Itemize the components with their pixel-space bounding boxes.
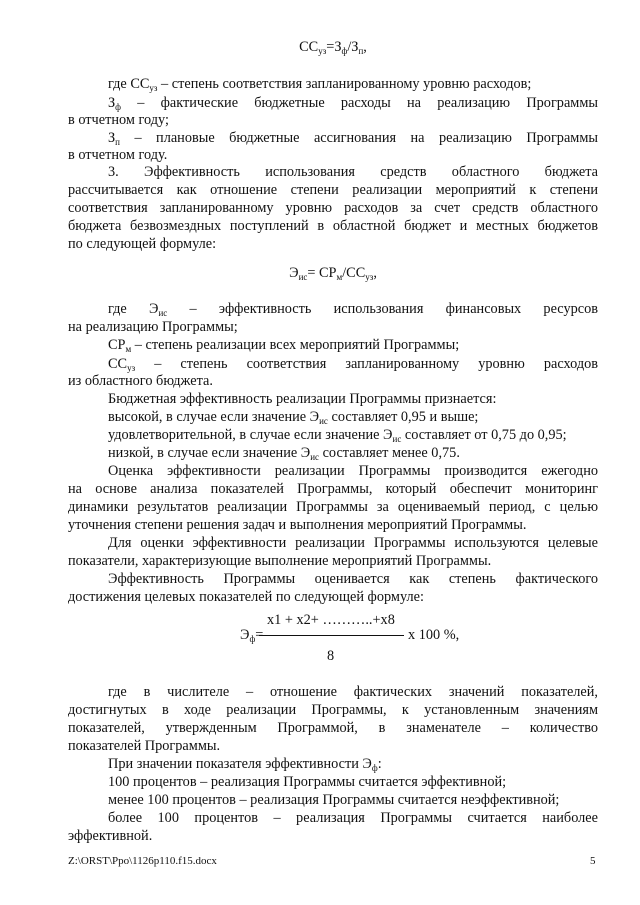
para3-line: бюджета безвозмездных поступлений в областной бюджет и местных бюджетов [68, 218, 598, 234]
definition-e-is: где $Э_{ис}$ – эффективность использования финансовых ресурсов [108, 301, 598, 318]
para-eval-line: динамики результатов реализации Программы за оцениваемый период, с целью [68, 499, 598, 515]
para3-line: по следующей формуле: [68, 236, 217, 252]
definition-zf-cont: в отчетном году; [68, 112, 169, 128]
para-eval-line: на основе анализа показателей Программы, который обеспечит мониторинг [68, 481, 598, 497]
formula-multiplier: x 100 %, [408, 627, 460, 643]
result-more-100: более 100 процентов – реализация Программы считается наиболее [108, 810, 598, 826]
efficiency-satisfactory: удовлетворительной, в случае если значение $Э_{ис}$ составляет от 0,75 до 0,95; [108, 427, 567, 444]
definition-cc-uz: где $СС_{уз}$ – степень соответствия запланированному уровню расходов; [108, 76, 532, 93]
definition-sr-m: $СР_м$ – степень реализации всех мероприятий Программы; [108, 337, 460, 354]
footer-file-path: Z:\ORST\Ppo\1126p110.f15.docx [68, 855, 217, 867]
formula-lhs: $Э_ф=$ [240, 627, 264, 644]
para-eval-line: уточнения степени решения задач и выполнения мероприятий Программы. [68, 517, 527, 533]
para-degree-line: достижения целевых показателей по следующей формуле: [68, 589, 424, 605]
result-less-100: менее 100 процентов – реализация Программы считается неэффективной; [108, 792, 560, 808]
page-number: 5 [590, 855, 596, 867]
definition-zp-cont: в отчетном году. [68, 147, 168, 163]
para-where-line: показателей Программы. [68, 738, 221, 754]
definition-cc-uz-2: $СС_{уз}$ – степень соответствия запланированному уровню расходов [108, 356, 598, 373]
fraction-line [259, 635, 404, 636]
definition-zf: $З_ф$ – фактические бюджетные расходы на реализацию Программы [108, 95, 598, 112]
para-where-line: показателей, утвержденным Программой, в знаменателе – количество [68, 720, 598, 736]
para3-line: 3. Эффективность использования средств областного бюджета [108, 164, 598, 180]
efficiency-low: низкой, в случае если значение $Э_{ис}$ составляет менее 0,75. [108, 445, 460, 462]
formula-numerator: x1 + x2+ ………..+x8 [267, 612, 395, 628]
para-targets-line: показатели, характеризующие выполнение мероприятий Программы. [68, 553, 492, 569]
result-100: 100 процентов – реализация Программы считается эффективной; [108, 774, 507, 790]
para3-line: соответствия запланированному уровню расходов за счет средств областного [68, 200, 598, 216]
para3-line: рассчитывается как отношение степени реализации мероприятий к степени [68, 182, 598, 198]
para-targets-line: Для оценки эффективности реализации Программы используются целевые [108, 535, 598, 551]
formula-e-is: $Э_{ис}= СР_м/СС_{уз}$, [289, 265, 377, 282]
result-more-100-cont: эффективной. [68, 828, 153, 844]
indicator-intro: При значении показателя эффективности $Э_ф$: [108, 756, 382, 773]
para-where-line: где в числителе – отношение фактических значений показателей, [108, 684, 598, 700]
definition-e-is-cont: на реализацию Программы; [68, 319, 238, 335]
efficiency-high: высокой, в случае если значение $Э_{ис}$ составляет 0,95 и выше; [108, 409, 479, 426]
para-eval-line: Оценка эффективности реализации Программы производится ежегодно [108, 463, 598, 479]
budget-efficiency-intro: Бюджетная эффективность реализации Программы признается: [108, 391, 497, 407]
definition-zp: $З_п$ – плановые бюджетные ассигнования на реализацию Программы [108, 130, 598, 147]
definition-cc-uz-2-cont: из областного бюджета. [68, 373, 213, 389]
formula-cc-uz: $СС_{уз}=З_ф/З_п$, [299, 39, 367, 56]
formula-denominator: 8 [327, 648, 335, 664]
para-where-line: достигнутых в ходе реализации Программы, к установленным значениям [68, 702, 598, 718]
para-degree-line: Эффективность Программы оценивается как степень фактического [108, 571, 598, 587]
